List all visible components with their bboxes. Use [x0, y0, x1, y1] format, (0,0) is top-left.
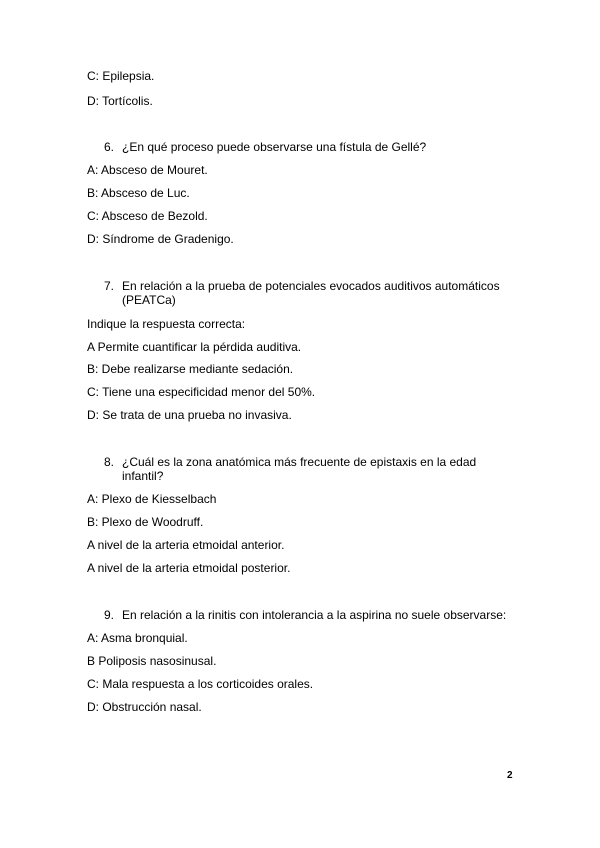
q9-option-c: C: Mala respuesta a los corticoides orales.: [87, 677, 314, 691]
q9-option-b: B Poliposis nasosinusal.: [87, 654, 217, 668]
question-8-number: 8.: [104, 455, 115, 469]
question-8-text-line1: ¿Cuál es la zona anatómica más frecuente de epistaxis en la edad: [122, 455, 477, 469]
q6-option-b: B: Absceso de Luc.: [87, 186, 190, 200]
question-9-text: En relación a la rinitis con intolerancia a la aspirina no suele observarse:: [122, 608, 507, 622]
question-8: [104, 455, 514, 483]
page-number: 2: [507, 770, 513, 781]
q7-instruction: Indique la respuesta correcta:: [87, 317, 246, 331]
q6-option-d: D: Síndrome de Gradenigo.: [87, 232, 234, 246]
prev-option-d: D: Tortícolis.: [87, 94, 153, 108]
question-6-number: 6.: [104, 140, 115, 154]
question-6-text: ¿En qué proceso puede observarse una fístula de Gellé?: [122, 140, 427, 154]
q8-option-c: A nivel de la arteria etmoidal anterior.: [87, 538, 285, 552]
question-7-number: 7.: [104, 279, 115, 293]
q9-option-a: A: Asma bronquial.: [87, 631, 188, 645]
q9-option-d: D: Obstrucción nasal.: [87, 700, 202, 714]
q8-option-b: B: Plexo de Woodruff.: [87, 515, 204, 529]
q6-option-a: A: Absceso de Mouret.: [87, 163, 208, 177]
q7-option-a: A Permite cuantificar la pérdida auditiva.: [87, 340, 302, 354]
question-7-text-line1: En relación a la prueba de potenciales evocados auditivos automáticos: [122, 279, 500, 293]
q6-option-c: C: Absceso de Bezold.: [87, 209, 208, 223]
question-9: [104, 608, 534, 622]
question-9-number: 9.: [104, 608, 115, 622]
q7-option-b: B: Debe realizarse mediante sedación.: [87, 362, 294, 376]
q8-option-d: A nivel de la arteria etmoidal posterior.: [87, 561, 291, 575]
q7-option-d: D: Se trata de una prueba no invasiva.: [87, 408, 292, 422]
q8-option-a: A: Plexo de Kiesselbach: [87, 492, 217, 506]
question-8-text-line2: infantil?: [122, 469, 164, 483]
prev-option-c: C: Epilepsia.: [87, 69, 155, 83]
question-7: [104, 279, 514, 307]
question-6: [104, 140, 514, 154]
question-7-text-line2: (PEATCa): [122, 293, 176, 307]
q7-option-c: C: Tiene una especificidad menor del 50%.: [87, 385, 316, 399]
